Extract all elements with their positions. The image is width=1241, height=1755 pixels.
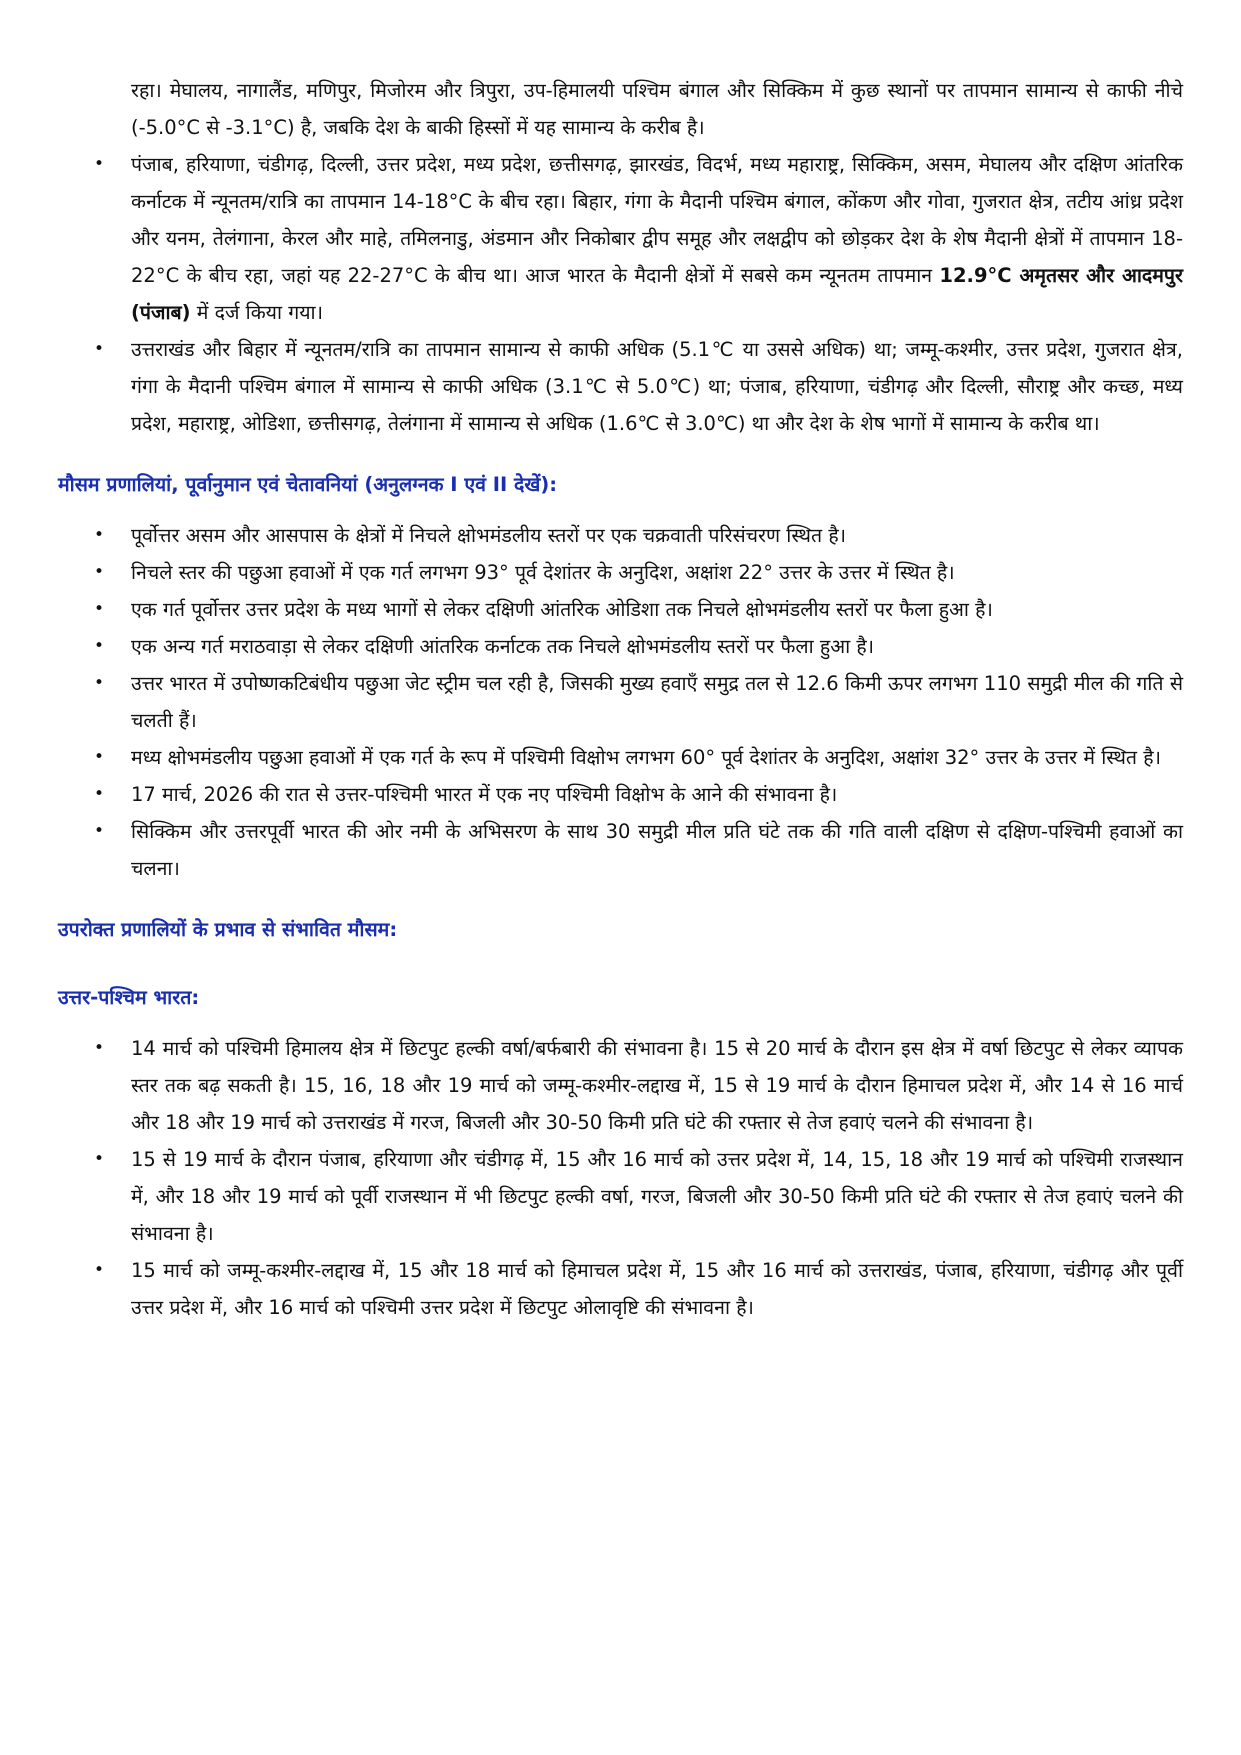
lowest-temperature-highlight: 12.9°C अमृतसर और आदमपुर (पंजाब) — [131, 264, 1183, 324]
list-item: • एक अन्य गर्त मराठवाड़ा से लेकर दक्षिणी आंतरिक कर्नाटक तक निचले क्षोभमंडलीय स्तरों पर फैला हुआ है। — [58, 628, 1183, 665]
section-heading-northwest-india: उत्तर-पश्चिम भारत: — [58, 986, 200, 1009]
list-item: • उत्तर भारत में उपोष्णकटिबंधीय पछुआ जेट स्ट्रीम चल रही है, जिसकी मुख्य हवाएँ समुद्र तल से 12.6 किमी ऊपर लगभग 110 समुद्री मील की गति से चलती हैं। — [58, 665, 1183, 739]
list-item: • एक गर्त पूर्वोत्तर उत्तर प्रदेश के मध्य भागों से लेकर दक्षिणी आंतरिक ओडिशा तक निचले क्षोभमंडलीय स्तरों पर फैला हुआ है। — [58, 591, 1183, 628]
list-item: • पूर्वोत्तर असम और आसपास के क्षेत्रों में निचले क्षोभमंडलीय स्तरों पर एक चक्रवाती परिसंचरण स्थित है। — [58, 517, 1183, 554]
list-item: • 15 से 19 मार्च के दौरान पंजाब, हरियाणा और चंडीगढ़ में, 15 और 16 मार्च को उत्तर प्रदेश में, 14, 15, 18 और 19 मार्च को पश्चिमी राजस्थान में, और 18 और 19 मार्च को पूर्वी राजस्थान में भी छिटपुट हल्की वर्षा, गरज, बिजली और 30-50 किमी प्रति घंटे की रफ्तार से तेज हवाएं चलने की संभावना है। — [58, 1141, 1183, 1252]
list-item: • उत्तराखंड और बिहार में न्यूनतम/रात्रि का तापमान सामान्य से काफी अधिक (5.1℃ या उससे अधिक) था; जम्मू-कश्मीर, उत्तर प्रदेश, गुजरात क्षेत्र, गंगा के मैदानी पश्चिम बंगाल में सामान्य से काफी अधिक (3.1℃ से 5.0℃) था; पंजाब, हरियाणा, चंडीगढ़ और दिल्ली, सौराष्ट्र और कच्छ, मध्य प्रदेश, महाराष्ट्र, ओडिशा, छत्तीसगढ़, तेलंगाना में सामान्य से अधिक (1.6℃ से 3.0℃) था और देश के शेष भागों में सामान्य के करीब था। — [58, 331, 1183, 442]
text-span: में दर्ज किया गया। — [190, 301, 323, 324]
list-item: • सिक्किम और उत्तरपूर्वी भारत की ओर नमी के अभिसरण के साथ 30 समुद्री मील प्रति घंटे तक की गति वाली दक्षिण से दक्षिण-पश्चिमी हवाओं का चलना। — [58, 813, 1183, 887]
list-item: • निचले स्तर की पछुआ हवाओं में एक गर्त लगभग 93° पूर्व देशांतर के अनुदिश, अक्षांश 22° उत्तर के उत्तर में स्थित है। — [58, 554, 1183, 591]
list-item: • 15 मार्च को जम्मू-कश्मीर-लद्दाख में, 15 और 18 मार्च को हिमाचल प्रदेश में, 15 और 16 मार्च को उत्तराखंड, पंजाब, हरियाणा, चंडीगढ़ और पूर्वी उत्तर प्रदेश में, और 16 मार्च को पश्चिमी उत्तर प्रदेश में छिटपुट ओलावृष्टि की संभावना है। — [58, 1252, 1183, 1326]
temperature-list — [58, 146, 1183, 442]
list-item — [58, 146, 1183, 331]
weather-systems-list — [58, 517, 1183, 887]
continuation-paragraph: रहा। मेघालय, नागालैंड, मणिपुर, मिजोरम और त्रिपुरा, उप-हिमालयी पश्चिम बंगाल और सिक्किम में कुछ स्थानों पर तापमान सामान्य से काफी नीचे (-5.0°C से -3.1°C) है, जबकि देश के बाकी हिस्सों में यह सामान्य के करीब है। — [131, 79, 1183, 139]
northwest-india-list — [58, 1030, 1183, 1326]
section-heading-expected-weather: उपरोक्त प्रणालियों के प्रभाव से संभावित मौसम: — [58, 918, 398, 941]
list-item: • 17 मार्च, 2026 की रात से उत्तर-पश्चिमी भारत में एक नए पश्चिमी विक्षोभ के आने की संभावना है। — [58, 776, 1183, 813]
section-heading-weather-systems: मौसम प्रणालियां, पूर्वानुमान एवं चेतावनियां (अनुलग्नक I एवं II देखें): — [58, 473, 558, 496]
list-item: • 14 मार्च को पश्चिमी हिमालय क्षेत्र में छिटपुट हल्की वर्षा/बर्फबारी की संभावना है। 15 से 20 मार्च के दौरान इस क्षेत्र में वर्षा छिटपुट से लेकर व्यापक स्तर तक बढ़ सकती है। 15, 16, 18 और 19 मार्च को जम्मू-कश्मीर-लद्दाख में, 15 से 19 मार्च के दौरान हिमाचल प्रदेश में, और 14 से 16 मार्च और 18 और 19 मार्च को उत्तराखंड में गरज, बिजली और 30-50 किमी प्रति घंटे की रफ्तार से तेज हवाएं चलने की संभावना है। — [58, 1030, 1183, 1141]
text-span: पंजाब, हरियाणा, चंडीगढ़, दिल्ली, उत्तर प्रदेश, मध्य प्रदेश, छत्तीसगढ़, झारखंड, विदर्भ, मध्य महाराष्ट्र, सिक्किम, असम, मेघालय और दक्षिण आंतरिक कर्नाटक में न्यूनतम/रात्रि का तापमान 14-18°C के बीच रहा। बिहार, गंगा के मैदानी पश्चिम बंगाल, कोंकण और गोवा, गुजरात क्षेत्र, तटीय आंध्र प्रदेश और यनम, तेलंगाना, केरल और माहे, तमिलनाडु, अंडमान और निकोबार द्वीप समूह और लक्षद्वीप को छोड़कर देश के शेष मैदानी क्षेत्रों में तापमान 18-22°C के बीच रहा, जहां यह 22-27°C के बीच था। आज भारत के मैदानी क्षेत्रों में सबसे कम न्यूनतम तापमान — [131, 153, 1183, 287]
list-item: • मध्य क्षोभमंडलीय पछुआ हवाओं में एक गर्त के रूप में पश्चिमी विक्षोभ लगभग 60° पूर्व देशांतर के अनुदिश, अक्षांश 32° उत्तर के उत्तर में स्थित है। — [58, 739, 1183, 776]
